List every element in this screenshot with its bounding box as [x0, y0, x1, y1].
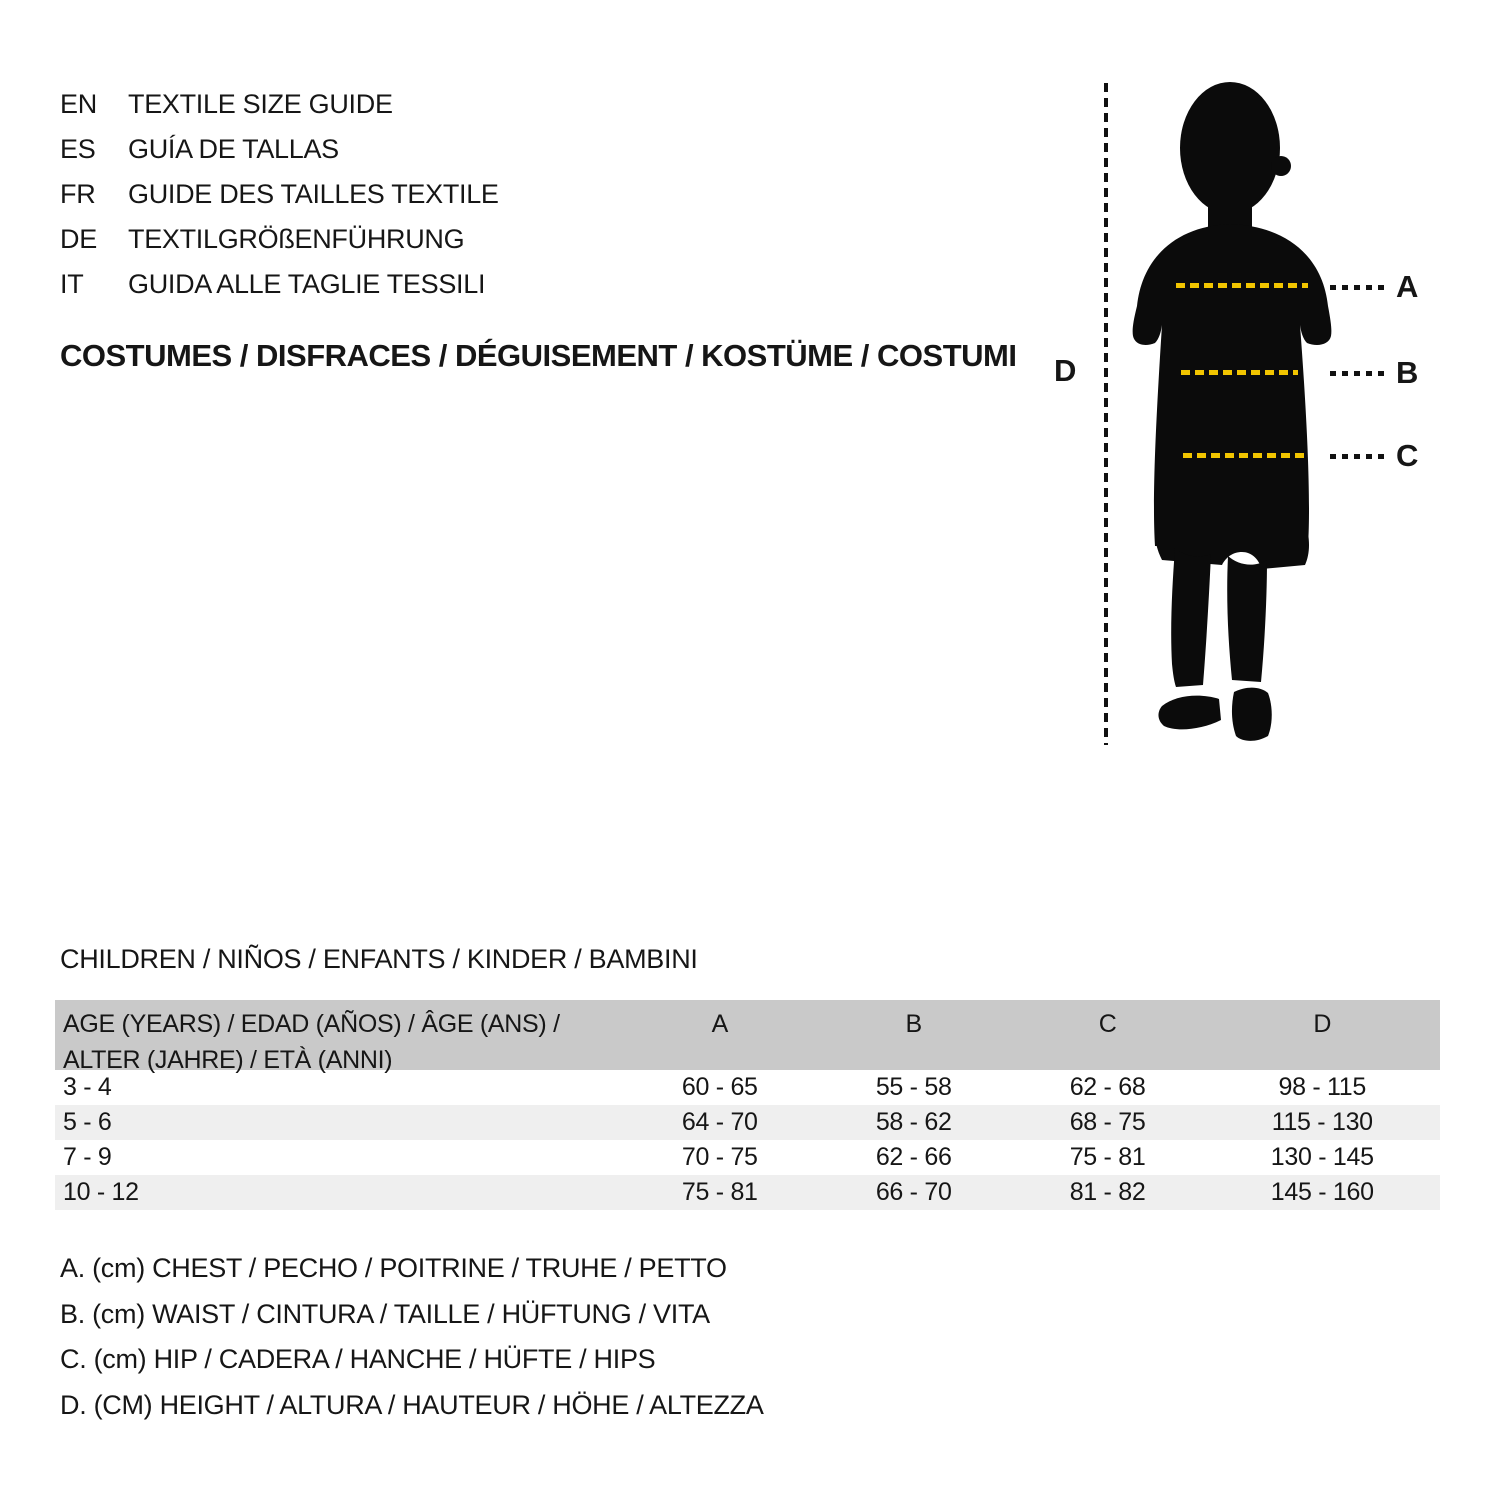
size-table — [55, 1000, 1440, 1210]
legend-item-chest: A. (cm) CHEST / PECHO / POITRINE / TRUHE / PETTO — [60, 1253, 727, 1283]
waist-measure-line — [1181, 370, 1298, 375]
chest-cell: 64 - 70 — [681, 1108, 758, 1136]
column-header-a: A — [711, 1010, 728, 1038]
table-row — [55, 1105, 1440, 1140]
language-code: ES — [60, 134, 96, 164]
table-row — [55, 1175, 1440, 1210]
age-cell: 5 - 6 — [63, 1108, 112, 1136]
waist-connector-dots — [1330, 371, 1384, 376]
table-row — [55, 1140, 1440, 1175]
children-section-title: CHILDREN / NIÑOS / ENFANTS / KINDER / BAMBINI — [60, 944, 698, 974]
measure-label-c: C — [1396, 438, 1419, 473]
language-title: GUÍA DE TALLAS — [128, 134, 339, 164]
hip-cell: 81 - 82 — [1069, 1178, 1146, 1206]
child-silhouette-icon — [1100, 78, 1380, 748]
chest-measure-line — [1176, 283, 1308, 288]
waist-cell: 66 - 70 — [875, 1178, 952, 1206]
age-header-line2: ALTER (JAHRE) / ETÀ (ANNI) — [63, 1046, 393, 1074]
language-row-fr — [60, 172, 499, 217]
legend-item-waist: B. (cm) WAIST / CINTURA / TAILLE / HÜFTUNG / VITA — [60, 1298, 710, 1329]
language-code: EN — [60, 89, 97, 119]
language-row-en — [60, 82, 499, 127]
age-cell: 3 - 4 — [63, 1073, 112, 1101]
legend-item-height: D. (CM) HEIGHT / ALTURA / HAUTEUR / HÖHE / ALTEZZA — [60, 1389, 764, 1420]
age-cell: 10 - 12 — [63, 1178, 139, 1206]
column-header-d: D — [1313, 1010, 1332, 1038]
chest-cell: 60 - 65 — [681, 1073, 758, 1101]
language-title: TEXTILGRÖßENFÜHRUNG — [128, 224, 465, 254]
waist-cell: 62 - 66 — [875, 1143, 952, 1171]
height-cell: 145 - 160 — [1270, 1178, 1374, 1206]
language-row-de — [60, 217, 499, 262]
hip-cell: 75 - 81 — [1069, 1143, 1146, 1171]
language-row-it — [60, 262, 499, 307]
measurement-legend — [60, 1246, 764, 1428]
chest-cell: 70 - 75 — [681, 1143, 758, 1171]
table-row — [55, 1070, 1440, 1105]
language-title: GUIDA ALLE TAGLIE TESSILI — [128, 269, 486, 299]
chest-connector-dots — [1330, 285, 1384, 290]
column-header-c: C — [1098, 1010, 1117, 1038]
height-cell: 115 - 130 — [1271, 1108, 1373, 1136]
waist-cell: 58 - 62 — [875, 1108, 952, 1136]
hip-cell: 62 - 68 — [1069, 1073, 1146, 1101]
category-title: COSTUMES / DISFRACES / DÉGUISEMENT / KOSTÜME / COSTUMI — [60, 338, 1017, 373]
language-title: TEXTILE SIZE GUIDE — [128, 89, 393, 119]
height-cell: 98 - 115 — [1278, 1073, 1366, 1101]
language-list — [60, 82, 499, 307]
hip-cell: 68 - 75 — [1069, 1108, 1146, 1136]
measure-label-b: B — [1396, 355, 1419, 390]
table-header-row — [55, 1000, 1440, 1074]
language-code: IT — [60, 269, 84, 299]
language-row-es — [60, 127, 499, 172]
age-cell: 7 - 9 — [63, 1143, 112, 1171]
age-column-header — [55, 1000, 623, 1078]
height-cell: 130 - 145 — [1270, 1143, 1374, 1171]
language-code: FR — [60, 179, 96, 209]
waist-cell: 55 - 58 — [875, 1073, 952, 1101]
age-header-line1: AGE (YEARS) / EDAD (AÑOS) / ÂGE (ANS) / — [63, 1010, 560, 1038]
chest-cell: 75 - 81 — [681, 1178, 758, 1206]
column-header-b: B — [905, 1010, 922, 1038]
legend-item-hip: C. (cm) HIP / CADERA / HANCHE / HÜFTE / HIPS — [60, 1344, 656, 1374]
hip-measure-line — [1183, 453, 1307, 458]
language-title: GUIDE DES TAILLES TEXTILE — [128, 179, 499, 209]
measure-label-a: A — [1396, 269, 1419, 304]
hip-connector-dots — [1330, 454, 1384, 459]
measure-label-d: D — [1054, 353, 1077, 388]
language-code: DE — [60, 224, 97, 254]
